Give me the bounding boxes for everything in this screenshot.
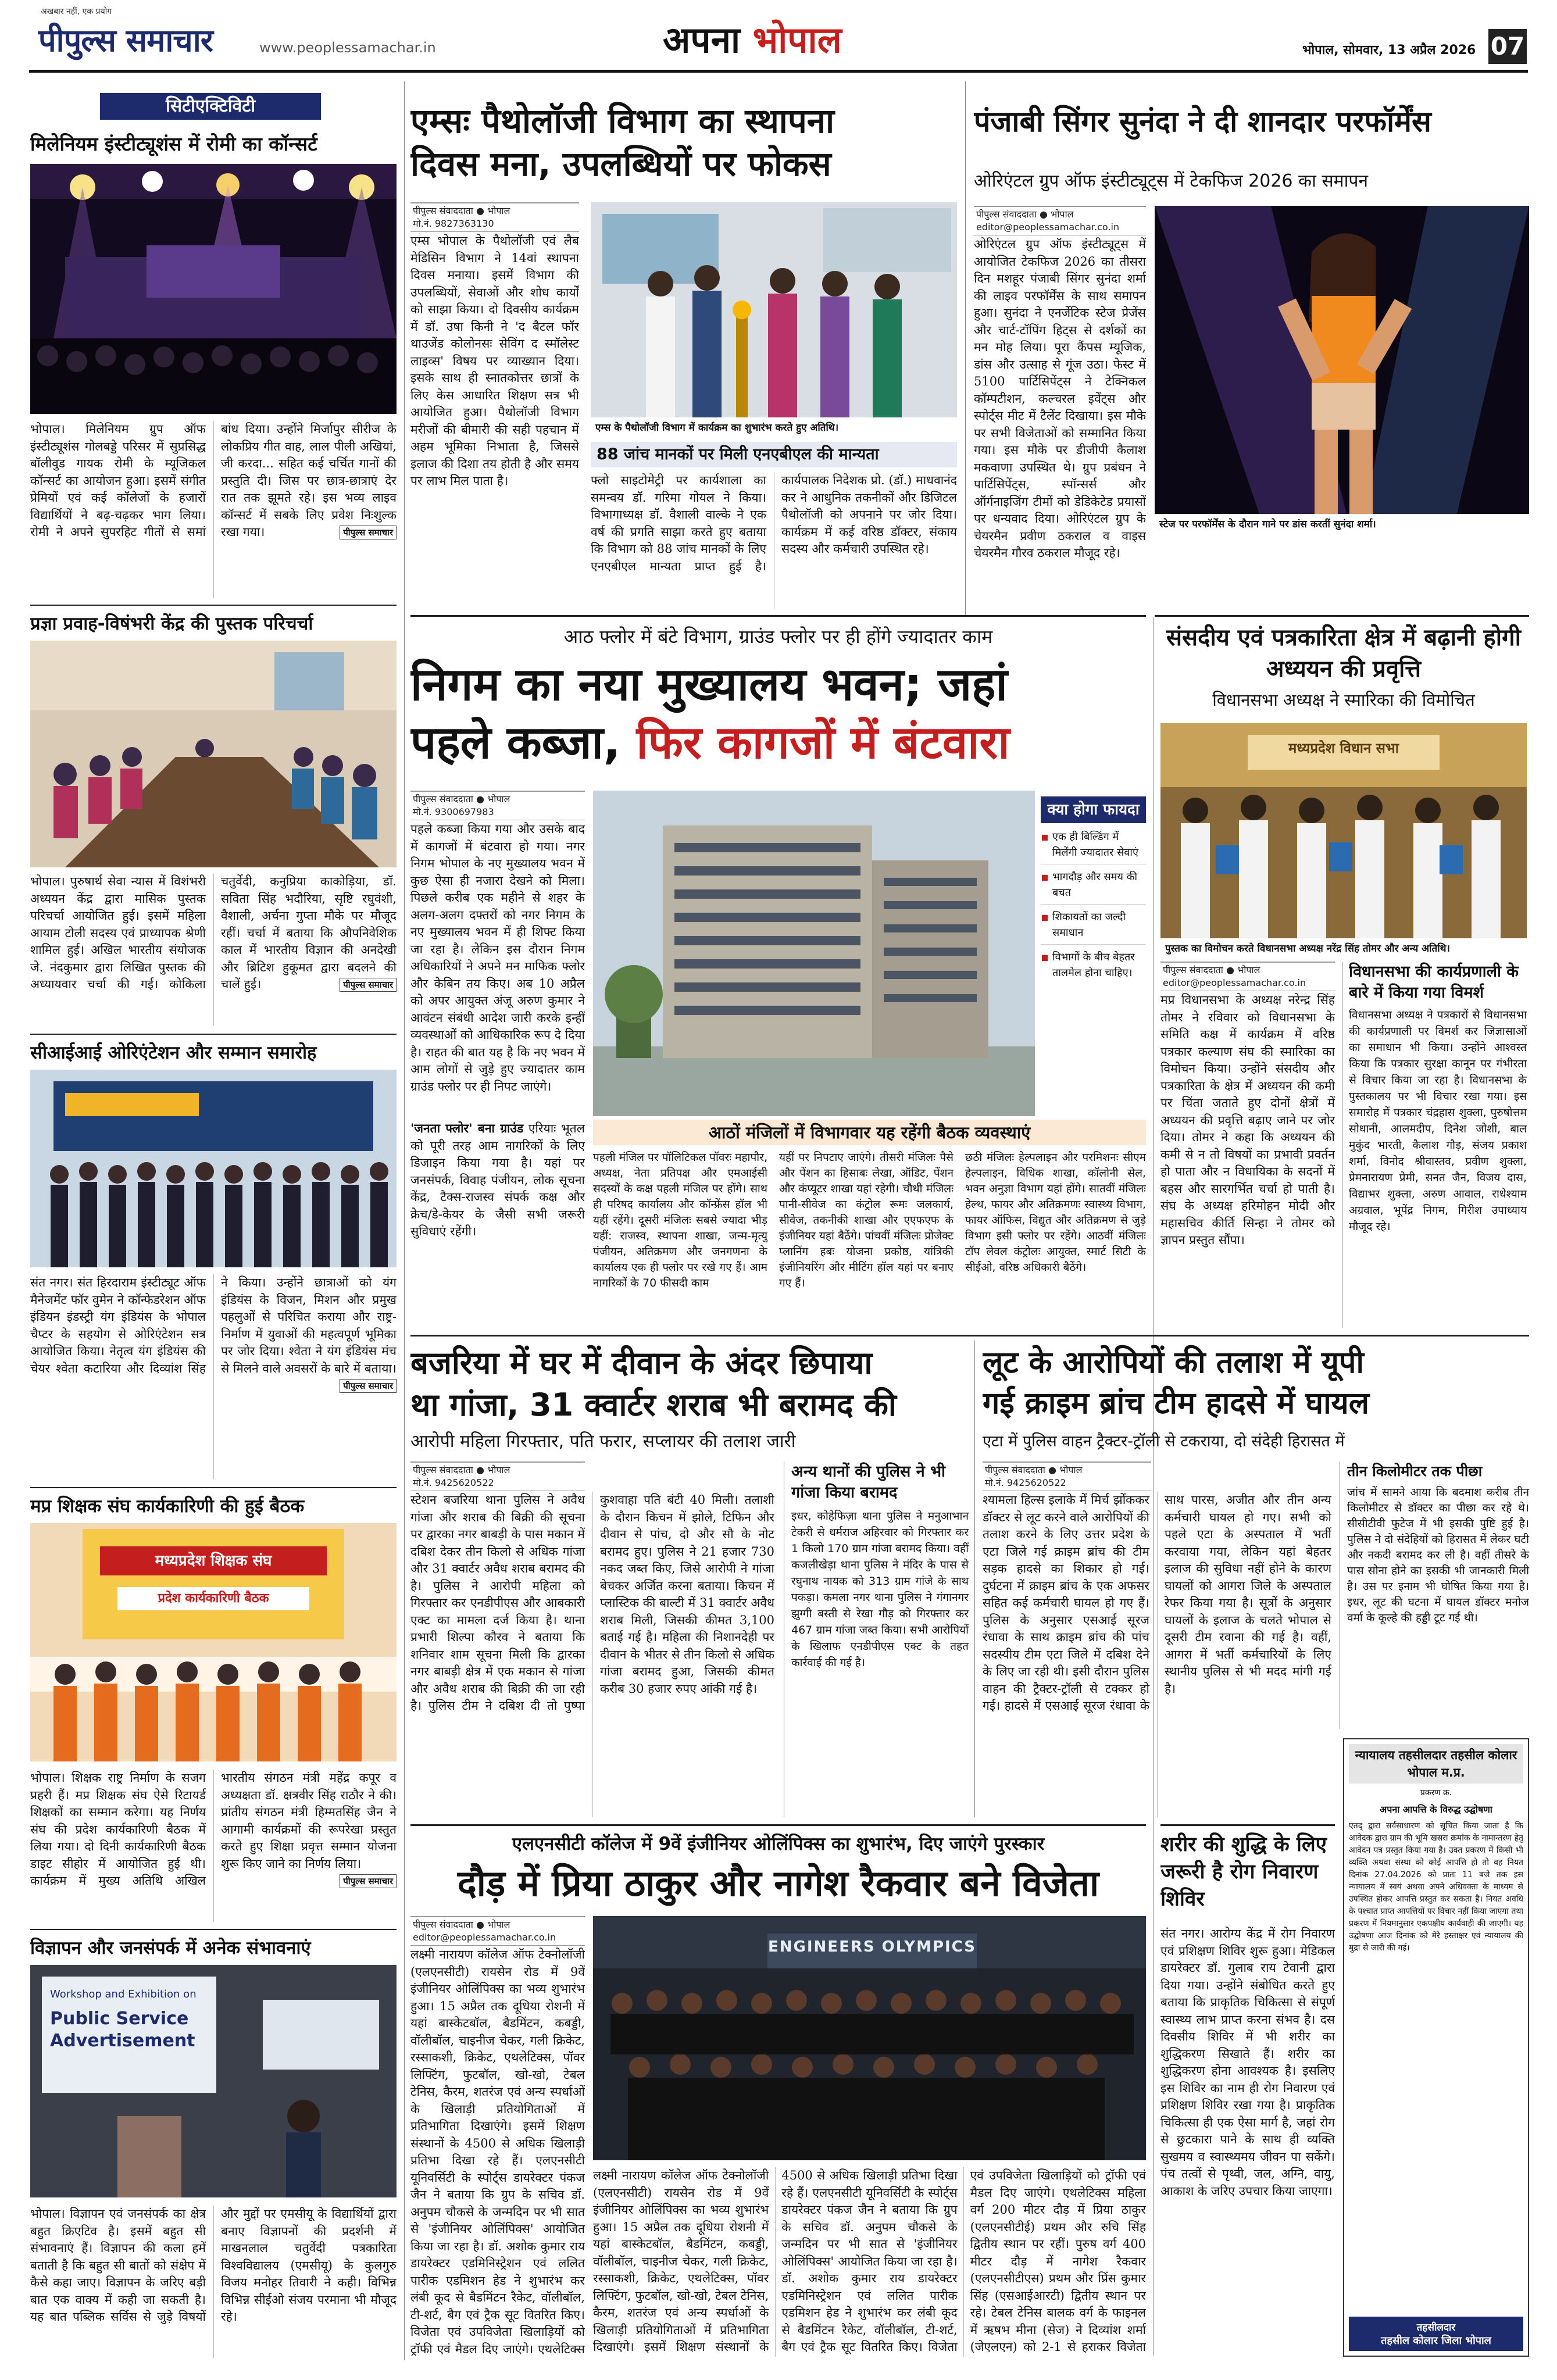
overline-nigam: आठ फ्लोर में बंटे विभाग, ग्राउंड फ्लोर पर ही होंगे ज्यादातर काम: [563, 626, 993, 648]
court-notice: [1343, 1738, 1529, 2357]
body-lnct-col1: [410, 1946, 585, 2357]
credit-cii: पीपुल्स समाचार: [340, 1379, 397, 1393]
byline-aiims: [410, 202, 579, 232]
body-shikshak: [30, 1770, 397, 1922]
cii-group-image: [30, 1070, 397, 1267]
court-footer: [1349, 2317, 1523, 2351]
masthead: [0, 0, 1557, 69]
caption-aiims: एम्स के पैथोलॉजी विभाग में कार्यक्रम का शुभारंभ करते हुए अतिथि।: [595, 422, 839, 434]
byline-bajariya-text: पीपुल्स संवाददाता ● भोपाल: [413, 1464, 510, 1475]
body-vigyapan: [30, 2206, 397, 2358]
body-city-activity: [30, 421, 397, 598]
byline-sunanda-text: पीपुल्स संवाददाता ● भोपाल: [976, 209, 1074, 220]
byline-aiims-text: पीपुल्स संवाददाता ● भोपाल: [413, 205, 510, 216]
screen-sub-text: Workshop and Exhibition on: [50, 1988, 197, 2000]
divider-sharir: [1160, 1824, 1335, 1826]
side-headline-loot: तीन किलोमीटर तक पीछा: [1347, 1463, 1483, 1480]
floors-col2: यहीं पर निपटाए जाएंगे। तीसरी मंजिलः पैसे और पेंशन का हिसाबः लेखा, ऑडिट, पेंशन और कंप्यूटर शाखा यहां रहेगी। चौथी मंजिलः पानी-सीवेज का कंट्रोल रूमः जलकार्य, सीवेज, तकनीकी शाखा और एएफएफ के इंजीनियर यहां बैठेंगे। पांचवीं मंजिलः प्रोजेक्ट प्लानिंग हबः योजना प्रकोष्ठ, यांत्रिकी इंजीनियरिंग और मीटिंग हॉल यहां पर बनाए गए हैं।: [779, 1151, 954, 1289]
divider-sansadiya: [1155, 615, 1529, 617]
photo-nigam-building: [593, 791, 1035, 1116]
court-body: एतद् द्वारा सर्वसाधारण को सूचित किया जाता है कि आवेदक द्वारा ग्राम की भूमि खसरा क्रमांक के नामान्तरण हेतु आवेदन पत्र प्रस्तुत किया गया है। उक्त प्रकरण में किसी भी व्यक्ति अथवा संस्था को कोई आपत्ति हो तो वह नियत दिनांक 27.04.2026 को प्रातः 11 बजे तक इस न्यायालय में स्वयं अथवा अपने अधिवक्ता के माध्यम से उपस्थित होकर आपत्ति प्रस्तुत कर सकता है। नियत अवधि के पश्चात प्राप्त आपत्तियों पर विचार नहीं किया जाएगा तथा प्रकरण में नियमानुसार एकपक्षीय कार्यवाही की जाएगी। यह उद्घोषणा आज दिनांक को मेरे हस्ताक्षर एवं न्यायालय की मुद्रा से जारी की गई।: [1349, 1821, 1523, 1953]
byline-sunanda: [974, 206, 1146, 235]
body-nigam: पहले कब्जा किया गया और उसके बाद में कागजों में बंटवारा हो गया। नगर निगम भोपाल के नए मुख्यालय भवन में कुछ ऐसा ही नजारा देखने को मिला। पिछले करीब एक महीने से शहर के अलग-अलग दफ्तरों को नगर निगम के नए मुख्यालय भवन में ही शिफ्ट किया जा रहा है। लेकिन इस दौरान निगम अधिकारियों ने अपने मन माफिक फ्लोर और केबिन तय किए। अब 10 अप्रैल को अपर आयुक्त अंजू अरुण कुमार ने आवंटन संबंधी आदेश जारी करके इन्हीं व्यवस्थाओं को आधिकारिक रूप दे दिया है। राहत की बात यह है कि नए भवन में आम लोगों से जुड़े हुए ज्यादातर काम ग्राउंड फ्लोर पर ही निपट जाएंगे।: [410, 822, 585, 1093]
court-subtitle: प्रकरण क्र.: [1420, 1788, 1452, 1797]
byline-bajariya: [410, 1461, 585, 1491]
photo-lnct: [593, 1916, 1146, 2160]
byline-sansadiya: [1160, 962, 1335, 991]
bajariya-box: [784, 1461, 969, 1817]
masthead-tagline: अखबार नहीं, एक प्रयोग: [41, 7, 112, 16]
headline-nigam-bc: [410, 715, 1146, 771]
overline-lnct: एलएनसीटी कॉलेज में 9वें इंजीनियर ओलिंपिक्स का शुभारंभ, दिए जाएंगे पुरस्कार: [512, 1834, 1045, 1854]
body-pragya-text: भोपाल। पुरुषार्थ सेवा न्यास में विशंभरी अध्ययन केंद्र द्वारा मासिक पुस्तक परिचर्चा आयोजित हुई। इसमें महिला आयाम टोली सदस्य एवं प्राध्यापक श्रेणी शामिल हुई। अखिल भारतीय संयोजक जे. नंदकुमार द्वारा लिखित पुस्तक की अध्यायवार चर्चा की गई। कोकिला चतुर्वेदी, कनुप्रिया काकोड़िया, डॉ. सविता सिंह भदौरिया, सृष्टि रघुवंशी, वैशाली, अर्चना गुप्ता मौके पर मौजूद रहीं। चर्चा में बताया कि औपनिवेशिक काल में भारतीय विज्ञान की अनदेखी और ब्रिटिश हुकूमत द्वारा बदलने की चालें हुई।: [30, 874, 397, 991]
box-body-bajariya: इधर, कोहेफिज़ा थाना पुलिस ने मनुआभान टेकरी से धर्मराज अहिरवार को गिरफ्तार कर 1 किलो 170 ग्राम गांजा बरामद किया। वहीं कजलीखेड़ा थाना पुलिस ने मंदिर के पास से रघुनाथ नायक को 313 ग्राम गांजे के साथ पकड़ा। कमला नगर थाना पुलिस ने गंगानगर झुग्गी बस्ती से रेखा गौड़ को गिरफ्तार कर 467 ग्राम गांजा जब्त किया। सभी आरोपियों के खिलाफ एनडीपीएस एक्ट के तहत कार्रवाई की गई है।: [791, 1510, 969, 1669]
byline-nigam: [410, 791, 585, 820]
headline-bajariya-2: था गांजा, 31 क्वार्टर शराब भी बरामद की: [410, 1386, 897, 1423]
body-loot: श्यामला हिल्स इलाके में मिर्च झोंककर डॉक्टर से लूट करने वाले आरोपियों की तलाश करने के लिए उत्तर प्रदेश के एटा जिले गई क्राइम ब्रांच की टीम सड़क हादसे का शिकार हो गई। दुर्घटना में क्राइम ब्रांच के एक अफसर सहित कई कर्मचारी घायल हो गए हैं। पुलिस के अनुसार एसआई सूरज रंधावा के साथ क्राइम ब्रांच की पांच सदस्यीय टीम एटा जिले में दबिश देने के लिए जा रही थी। इसी दौरान पुलिस वाहन की ट्रैक्टर-ट्रॉली से टक्कर हो गई। हादसे में एसआई सूरज रंधावा के साथ पारस, अजीत और तीन अन्य कर्मचारी घायल हो गए। सभी को पहले एटा के अस्पताल में भर्ती करवाया गया, लेकिन यहां बेहतर इलाज की सुविधा नहीं होने के कारण घायलों को आगरा जिले के अस्पताल रेफर किया गया है। सूत्रों के अनुसार घायलों के इलाज के चलते भोपाल से दूसरी टीम रवाना की गई है। वहीं, आगरा में भर्ती कर्मचारियों के लिए स्थानीय पुलिस से भी मदद मांगी गई है।: [983, 1493, 1331, 1713]
byline-loot: [983, 1461, 1151, 1491]
credit-shikshak: पीपुल्स समाचार: [340, 1874, 397, 1888]
subhead-aiims: 88 जांच मानकों पर मिली एनएबीएल की मान्यता: [591, 442, 957, 467]
sansadiya-banner: मध्यप्रदेश विधान सभा: [1288, 740, 1399, 756]
infobox-nigam: [1041, 796, 1146, 1099]
screen-main-text: Public Service Advertisement: [50, 2009, 195, 2051]
headline-vigyapan: विज्ञापन और जनसंपर्क में अनेक संभावनाएं: [30, 1938, 311, 1959]
nigam-body-b: एरियाः भूतल को पूरी तरह आम नागरिकों के लिए डिजाइन किया गया है। यहां पर जनसंपर्क, विवाह पंजीयन, लोक सूचना केंद्र, टैक्स-राजस्व संपर्क कक्ष और क्रेच/डे-केयर के जैसी सभी जरूरी सुविधाएं रहेंगी।: [410, 1121, 585, 1238]
body-cii: [30, 1274, 397, 1479]
headline-cii: सीआईआई ओरिएंटेशन और सम्मान समारोह: [30, 1042, 317, 1063]
byline-nigam-text: पीपुल्स संवाददाता ● भोपाल: [413, 794, 510, 805]
book-discussion-image: [30, 641, 397, 867]
credit-pragya: पीपुल्स समाचार: [340, 978, 397, 992]
court-title: न्यायालय तहसीलदार तहसील कोलार भोपाल म.प्र.: [1349, 1744, 1523, 1784]
headline-aiims-line2: दिवस मना, उपलब्धियों पर फोकस: [410, 144, 831, 184]
phone-nigam: मो.नं. 9300697983: [413, 806, 494, 817]
headline-bajariya-1: बजरिया में घर में दीवान के अंदर छिपाया: [410, 1345, 873, 1381]
subhead-loot: एटा में पुलिस वाहन ट्रैक्टर-ट्रॉली से टकराया, दो संदेही हिरासत में: [983, 1432, 1345, 1450]
court-footer-text: तहसील कोलार जिला भोपाल: [1381, 2335, 1491, 2347]
column-separator-left: [404, 81, 405, 2360]
headline-sansadiya: संसदीय एवं पत्रकारिता क्षेत्र में बढ़ानी होगी अध्ययन की प्रवृत्ति: [1166, 624, 1521, 682]
credit-city-activity: पीपुल्स समाचार: [340, 526, 397, 539]
infobox-item: विभागों के बीच बेहतर तालमेल होना चाहिए।: [1041, 949, 1146, 981]
body-nigam-b: [410, 1120, 585, 1329]
body-aiims: एम्स भोपाल के पैथोलॉजी एवं लैब मेडिसिन विभाग ने 14वां स्थापना दिवस मनाया। इसमें विभाग की उपलब्धियों, सेवाओं और शोध कार्यों को साझा किया। दो दिवसीय कार्यक्रम में डॉ. उषा किनी ने 'द बैटल फॉर थाउजेंड कोलोनसः सेविंग द स्मॉलेस्ट लाइव्स' विषय पर व्याख्यान दिया। इसके साथ ही स्नातकोत्तर छात्रों के लिए केस आधारित शिक्षण सत्र भी आयोजित हुआ। पैथोलॉजी विभाग मरीजों की बीमारी की सही पहचान में अहम भूमिका निभाता है, जिससे इलाज की दिशा तय होती है और समय पर लाभ मिल पाता है।: [410, 234, 579, 488]
divider-pragya: [30, 605, 397, 606]
section-prefix: अपना: [663, 19, 741, 61]
divider-lnct: [410, 1824, 1146, 1826]
masthead-logo: पीपुल्स समाचार: [38, 22, 213, 59]
body-city-activity-text: भोपाल। मिलेनियम ग्रुप ऑफ इंस्टीट्यूशंस गोलबड्डे परिसर में सुप्रसिद्ध बॉलीवुड गायक रोमी के म्यूजिकल कॉन्सर्ट का आयोजन हुआ। इसमें संगीत प्रेमियों एवं कई कॉलेजों के हजारों विद्यार्थियों ने बढ़-चढ़कर भाग लिया। रोमी ने अपने सुपरहिट गीतों से समां बांध दिया। उन्होंने मिर्जापुर सीरीज के लोकप्रिय गीत वाह, लाल पीली अखियां, जी करदा... सहित कई चर्चित गानों की प्रस्तुति दी। जिस पर छात्र-छात्राएं देर रात तक झूमते रहे। इस भव्य लाइव कॉन्सर्ट में सबके लिए प्रवेश निःशुल्क रखा गया।: [30, 422, 397, 539]
photo-shikshak: [30, 1523, 397, 1761]
body-sansadiya: मप्र विधानसभा के अध्यक्ष नरेन्द्र सिंह तोमर ने रविवार को विधानसभा के समिति कक्ष में कार्यक्रम में वरिष्ठ पत्रकार कल्याण संघ की स्मारिका का विमोचन किया। उन्होंने संसदीय और पत्रकारिता के क्षेत्र में अध्ययन की कमी पर चिंता जताते हुए दोनों क्षेत्रों में अध्ययन की प्रवृत्ति बढ़ाए जाने पर जोर दिया। तोमर ने कहा कि अध्ययन की कमी से न तो विषयों का प्रभावी प्रवर्तन हो पाता और न विधायिका के सदनों में बहस और सारगर्भित चर्चा हो पाती है। संघ के अध्यक्ष हरिमोहन मोदी और महासचिव कीर्ति सिन्हा ने तोमर को ज्ञापन प्रस्तुत सौंपा।: [1160, 993, 1335, 1247]
section-title: [663, 20, 842, 60]
divider-bajariya: [410, 1335, 1529, 1336]
infobox-item: शिकायतों का जल्दी समाधान: [1041, 909, 1146, 945]
photo-aiims: [591, 202, 957, 417]
divider-cii: [30, 1034, 397, 1035]
divider-shikshak: [30, 1487, 397, 1488]
court-footer-label: तहसीलदार: [1416, 2322, 1456, 2333]
phone-aiims: मो.नं. 9827363130: [413, 218, 494, 229]
section-city: भोपाल: [752, 19, 842, 61]
headline-loot-1: लूट के आरोपियों की तलाश में यूपी: [983, 1345, 1364, 1380]
nigam-building-image: [593, 791, 1035, 1116]
email-sunanda[interactable]: editor@peoplessamachar.co.in: [976, 221, 1120, 233]
box-headline-bajariya: अन्य थानों की पुलिस ने भी गांजा किया बरामद: [791, 1463, 946, 1502]
phone-loot: मो.नं. 9425620522: [985, 1477, 1066, 1488]
side-body-sansadiya: विधानसभा अध्यक्ष ने पत्रकारों से विधानसभा की कार्यप्रणाली पर विमर्श कर जिज्ञासाओं का समाधान भी किया। उन्होंने आश्वस्त किया कि पत्रकार सुरक्षा कानून पर गंभीरता से विचार किया जा रहा है। विधानसभा के पुस्तकालय पर भी विचार रखा गया। इस समारोह में पत्रकार चंद्रहास शुक्ला, पुरुषोत्तम सोधानी, आलमदीप, दिनेश जोशी, बाल मुकुंद भारती, कैलाश गौड़, संजय प्रकाश शर्मा, विनोद श्रीवास्तव, प्रवीण शुक्ला, प्रेमनारायण प्रेमी, सनत जैन, विजय दास, विद्याभर शुक्ला, अरुण आवाल, राधेश्याम अग्रवाल, भूपेंद्र निगम, गिरीश उपाध्याय मौजूद रहे।: [1349, 1009, 1527, 1233]
masthead-rule: [29, 70, 1528, 73]
body-vigyapan-text: भोपाल। विज्ञापन एवं जनसंपर्क का क्षेत्र बहुत क्रिएटिव है। इसमें बहुत सी संभावनाएं हैं। विज्ञापन की कला हमें बताती है कि बहुत सी बातों को संक्षेप में कैसे कहा जाए। विज्ञापन के जरिए बड़ी बात एक वाक्य में कही जा सकती है। यह बात पब्लिक सर्विस से जुड़े विषयों और मुद्दों पर एमसीयू के विद्यार्थियों द्वारा बनाए विज्ञापनों की प्रदर्शनी में माखनलाल चतुर्वेदी पत्रकारिता विश्वविद्यालय (एमसीयू) के कुलगुरु विजय मनोहर तिवारी ने कही। विभिन्न विभिन्न सीईओ संजय परमाना भी मौजूद रहे।: [30, 2207, 397, 2324]
byline-lnct-text: पीपुल्स संवाददाता ● भोपाल: [413, 1919, 510, 1930]
photo-cii: [30, 1070, 397, 1267]
body-cii-text: संत नगर। संत हिरदाराम इंस्टीट्यूट ऑफ मैनेजमेंट फॉर वुमेन ने कॉन्फेडरेशन ऑफ इंडियन इंडस्ट्री यंग इंडियंस के भोपाल चैप्टर के सहयोग से ओरिएंटेशन सत्र आयोजित किया। नेतृत्व यंग इंडियंस की चेयर श्वेता कटारिया और दिव्यांश सिंह ने किया। उन्होंने छात्राओं को यंग इंडियंस के विजन, मिशन और प्रमुख पहलुओं से परिचित कराया और राष्ट्र-निर्माण में युवाओं की महत्वपूर्ण भूमिका पर जोर दिया। श्वेता ने यंग इंडियंस मंच से मिलने वाले अवसरों के बारे में बताया।: [30, 1275, 397, 1375]
infobox-item: भागदौड़ और समय की बचत: [1041, 869, 1146, 905]
floors-col1: पहली मंजिल पर पॉलिटिकल पॉवरः महापौर, अध्यक्ष, नेता प्रतिपक्ष और एमआईसी सदस्यों के कक्ष पहली मंजिल पर होंगे। साथ ही परिषद कार्यालय और कॉन्फ्रेंस हॉल भी यहीं रहेंगे। दूसरी मंजिलः सबसे ज्यादा भीड़ यहीं: राजस्व, स्थापना शाखा, जन्म-मृत्यु पंजीयन, अतिक्रमण और जनगणना के कार्यालय एक ही फ्लोर पर रखे गए हैं। आम नागरिकों के 70 फीसदी काम: [593, 1151, 767, 1289]
body-lnct-lower: [593, 2167, 1146, 2357]
floors-col3: छठी मंजिलः हेल्पलाइन और परमिशनः सीएम हेल्पलाइन, विधिक शाखा, कॉलोनी सेल, भवन अनुज्ञा विभाग यहां होंगे। सातवीं मंजिलः हेल्थ, फायर और अतिक्रमणः स्वास्थ्य विभाग, फायर ऑफिस, विद्युत और अतिक्रमण से जुड़े विभाग इसी फ्लोर पर रहेंगे। आठवीं मंजिलः टॉप लेवल कंट्रोलः आयुक्त, स्मार्ट सिटी के सीईओ, वरिष्ठ अधिकारी बैठेंगे।: [965, 1151, 1146, 1274]
photo-sunanda: [1155, 206, 1529, 514]
subhead-sansadiya: विधानसभा अध्यक्ष ने स्मारिका की विमोचित: [1212, 690, 1475, 710]
byline-lnct: [410, 1916, 585, 1946]
lnct-banner-text: ENGINEERS OLYMPICS: [768, 1938, 976, 1956]
column-separator-right: [1153, 617, 1154, 2356]
concert-image: [30, 164, 397, 414]
body-bajariya: स्टेशन बजरिया थाना पुलिस ने अवैध गांजा और शराब की बिक्री की सूचना पर द्वारका नगर बाबड़ी के पास मकान में दबिश देकर तीन किलो से अधिक गांजा और 31 क्वार्टर अवैध शराब बरामद की है। पुलिस ने आरोपी महिला को गिरफ्तार कर एनडीपीएस और आबकारी एक्ट का मामला दर्ज किया है। थाना प्रभारी शिल्पा कौरव ने बताया कि शनिवार शाम सूचना मिली कि द्वारका नगर बाबड़ी क्षेत्र में एक मकान से गांजा और अवैध शराब की बिक्री की जा रही है। पुलिस टीम ने दबिश दी तो पुष्पा कुशवाहा पति बंटी 40 मिली। तलाशी के दौरान किचन में झोले, टिफिन और दीवान से पांच, दो और सौ के नोट बरामद हुए। पुलिस ने 21 हजार 730 नकद जब्त किए, जिसे आरोपी ने गांजा बेचकर अर्जित करना बताया। किचन में प्लास्टिक की बाल्टी में 31 क्वार्टर अवैध शराब मिली, जिसकी कीमत 3,100 बताई गई है। महिला की निशानदेही पर दीवान के भीतर से तीन किलो से अधिक गांजा बरामद हुआ, जिसकी कीमत करीब 30 हजार रुपए आंकी गई है।: [410, 1493, 774, 1713]
body-sharir: संत नगर। आरोग्य केंद्र में रोग निवारण एवं प्रशिक्षण शिविर शुरू हुआ। मेडिकल डायरेक्टर डॉ. गुलाब राय टेवानी द्वारा दिया गया। उन्होंने संबोधित करते हुए बताया कि प्राकृतिक चिकित्सा से संपूर्ण स्वास्थ्य लाभ प्राप्त करना संभव है। दस दिवसीय शिविर में भी शरीर का शुद्धिकरण सिखाते हैं। शरीर का शुद्धिकरण होना आवश्यक है। इसलिए इस शिविर का नाम ही रोग निवारण एवं प्रशिक्षण शिविर रखा गया है। प्राकृतिक चिकित्सा ही एक ऐसा मार्ग है, जहां रोग से छुटकारा पाने के साथ ही व्यक्ति सुखमय व स्वास्थ्यमय जीवन पा सकेंगे। पंच तत्वों से पृथ्वी, जल, अग्नि, वायु, आकाश के जरिए उपचार किया जाएगा।: [1160, 1927, 1335, 2198]
nigam-sub1: 'जनता फ्लोर' बना ग्राउंड: [410, 1121, 524, 1135]
headline-shikshak: मप्र शिक्षक संघ कार्यकारिणी की हुई बैठक: [30, 1496, 305, 1517]
masthead-date: भोपाल, सोमवार, 13 अप्रैल 2026: [1302, 43, 1476, 58]
masthead-website[interactable]: www.peoplessamachar.in: [259, 40, 436, 56]
headline-loot-2: गई क्राइम ब्रांच टीम हादसे में घायल: [983, 1386, 1369, 1421]
page-number: 07: [1488, 29, 1527, 64]
floors-title: आठों मंजिलों में विभागवार यह रहेंगी बैठक व्यवस्थाएं: [593, 1120, 1146, 1145]
phone-bajariya: मो.नं. 9425620522: [413, 1477, 494, 1488]
shikshak-banner-sub: प्रदेश कार्यकारिणी बैठक: [158, 1591, 269, 1606]
infobox-list: [1041, 823, 1146, 981]
photo-sansadiya: [1160, 723, 1527, 938]
body-aiims-sub: फ्लो साइटोमेट्री पर कार्यशाला का समन्वय डॉ. गरिमा गोयल ने किया। विभागाध्यक्ष डॉ. वैशाली वाल्के ने एक वर्ष की प्रगति साझा करते हुए बताया कि विभाग को 88 जांच मानकों के लिए एनएबीएल मान्यता प्राप्त हुई है। कार्यपालक निदेशक प्रो. (डॉ.) माधवानंद कर ने आधुनिक तकनीकों और डिजिटल पैथोलॉजी को अपनाने पर जोर दिया। कार्यक्रम में कई वरिष्ठ डॉक्टर, संकाय सदस्य और कर्मचारी उपस्थित रहे।: [591, 473, 957, 573]
email-sansadiya[interactable]: editor@peoplessamachar.co.in: [1163, 977, 1306, 988]
divider-vigyapan: [30, 1929, 397, 1930]
court-notice-title: अपना आपत्ति के विरुद्ध उद्घोषणा: [1380, 1804, 1492, 1815]
headline-pragya: प्रज्ञा प्रवाह-विषंभरी केंद्र की पुस्तक परिचर्चा: [30, 613, 313, 634]
infobox-item: एक ही बिल्डिंग में मिलेंगी ज्यादातर सेवाएं: [1041, 829, 1146, 864]
byline-sansadiya-text: पीपुल्स संवाददाता ● भोपाल: [1163, 964, 1260, 975]
shikshak-banner-text: मध्यप्रदेश शिक्षक संघ: [155, 1552, 272, 1570]
headline-nigam-a: निगम का नया मुख्यालय भवन; जहां: [410, 659, 1008, 711]
infobox-title: क्या होगा फायदा: [1041, 796, 1146, 823]
photo-pragya: [30, 641, 397, 867]
sunanda-stage-image: [1155, 206, 1529, 514]
headline-city-activity: मिलेनियम इंस्टीट्यूशंस में रोमी का कॉन्सर्ट: [30, 133, 317, 155]
column-separator-mid: [965, 81, 966, 616]
email-lnct[interactable]: editor@peoplessamachar.co.in: [413, 1932, 556, 1943]
caption-sansadiya: पुस्तक का विमोचन करते विधानसभा अध्यक्ष नरेंद्र सिंह तोमर और अन्य अतिथि।: [1165, 943, 1450, 955]
subhead-bajariya: आरोपी महिला गिरफ्तार, पति फरार, सप्लायर की तलाश जारी: [410, 1431, 796, 1452]
byline-loot-text: पीपुल्स संवाददाता ● भोपाल: [985, 1464, 1083, 1475]
divider-nigam: [410, 615, 1146, 617]
photo-concert: [30, 164, 397, 414]
headline-sunanda: पंजाबी सिंगर सुनंदा ने दी शानदार परफॉर्मेंस: [974, 105, 1431, 138]
body-sunanda: ओरिएंटल ग्रुप ऑफ इंस्टीट्यूट्स में आयोजित टेकफिज 2026 का तीसरा दिन मशहूर पंजाबी सिंगर सुनंदा शर्मा की लाइव परफॉर्मेंस के साथ समापन हुआ। सुनंदा ने एनर्जेटिक स्टेज प्रेजेंस और चार्ट-टॉपिंग हिट्स से दर्शकों का मन मोह लिया। पूरा कैंपस म्यूजिक, डांस और उत्साह से गूंज उठा। फेस्ट में 5100 पार्टिसिपेंट्स ने टेक्निकल कॉम्पटीशन, कल्चरल इवेंट्स और स्पोर्ट्स मीट में टैलेंट दिखाया। इस मौके पर सभी विजेताओं को सम्मानित किया गया। इस मौके पर डीजीपी कैलाश मकवाणा उपस्थित थे। ग्रुप प्रबंधन ने पार्टिसिपेंट्स, स्पॉन्सर्स और ऑर्गनाइजिंग टीमों को डेडिकेटेड प्रयासों पर धन्यवाद दिया। ओरिएंटल ग्रुप के चेयरमैन प्रवीण ठकराल व वाइस चेयरमैन गौरव ठकराल मौजूद रहे।: [974, 237, 1146, 560]
headline-nigam-c: फिर कागजों में बंटवारा: [636, 717, 1010, 769]
loot-side: [1340, 1461, 1529, 1729]
photo-vigyapan: [30, 1965, 397, 2197]
side-body-loot: जांच में सामने आया कि बदमाश करीब तीन किलोमीटर से डॉक्टर का पीछा कर रहे थे। सीसीटीवी फुटेज में भी इसकी पुष्टि हुई है। पुलिस ने दो संदेहियों को हिरासत में लेकर घटी और नकदी बरामद कर ली है। वहीं तीसरे के पास सोना होने का इसकी भी जानकारी मिली है। उस पर इनाम भी घोषित किया गया है। इधर, लूट की घटना में घायल डॉक्टर मनोज वर्मा के कूल्हे की हड्डी टूट गई थी।: [1347, 1486, 1529, 1624]
headline-nigam-b: पहले कब्जा,: [410, 717, 621, 769]
side-headline-sansadiya: विधानसभा की कार्यप्रणाली के बारे में किया गया विमर्श: [1349, 963, 1519, 1002]
caption-sunanda: स्टेज पर परफॉर्मेंस के दौरान गाने पर डांस करतीं सुनंदा शर्मा।: [1159, 519, 1376, 530]
body-shikshak-text: भोपाल। शिक्षक राष्ट्र निर्माण के सजग प्रहरी हैं। मप्र शिक्षक संघ ऐसे रिटायर्ड शिक्षकों का सम्मान करेगा। यह निर्णय संघ की प्रदेश कार्यकारिणी बैठक में लिया गया। दो दिनी कार्यकारिणी बैठक डाइट सीहोर में आयोजित हुई थी। कार्यक्रम में मुख्य अतिथि अखिल भारतीय संगठन मंत्री महेंद्र कपूर व अध्यक्षता डॉ. क्षत्रवीर सिंह राठौर ने की। प्रांतीय संगठन मंत्री हिम्मतसिंह जैन ने आगामी कार्यक्रमों की रूपरेखा प्रस्तुत करते हुए शिक्षा प्रवृत्त सम्मान योजना शुरू किए जाने का निर्णय लिया।: [30, 1771, 397, 1888]
aiims-lamp-lighting-image: [591, 202, 957, 417]
subhead-sunanda: ओरिएंटल ग्रुप ऑफ इंस्टीट्यूट्स में टेकफिज 2026 का समापन: [974, 171, 1369, 191]
headline-aiims-line1: एम्सः पैथोलॉजी विभाग का स्थापना: [410, 101, 834, 141]
body-lnct-text: लक्ष्मी नारायण कॉलेज ऑफ टेक्नोलॉजी (एलएनसीटी) रायसेन रोड में 9वें इंजीनियर ओलिंपिक्स का भव्य शुभारंभ हुआ। 15 अप्रैल तक दूधिया रोशनी में यहां बास्केटबॉल, बैडमिंटन, कबड्डी, वॉलीबॉल, चाइनीज चेकर, गली क्रिकेट, रस्साकशी, क्रिकेट, एथलेटिक्स, पॉवर लिफ्टिंग, फुटबॉल, खो-खो, टेबल टेनिस, कैरम, शतरंज एवं अन्य स्पर्धाओं के खिलाड़ी प्रतियोगिताओं में प्रतिभागिता दिखाएंगे। इसमें शिक्षण संस्थानों के 4500 से अधिक खिलाड़ी प्रतिभा दिखा रहे हैं। एलएनसीटी यूनिवर्सिटी के स्पोर्ट्स डायरेक्टर पंकज जैन ने बताया कि ग्रुप के सचिव डॉ. अनुपम चौकसे के जन्मदिन पर भी सात से 'इंजीनियर ओलिंपिक्स' आयोजित किया जा रहा है। डॉ. अशोक कुमार राय डायरेक्टर एडमिनिस्ट्रेशन एवं ललित पारीक एडमिशन हेड ने शुभारंभ कर लंबी कूद से बैडमिंटन रैकेट, वॉलीबॉल, टी-शर्ट, बैग एवं ट्रैक सूट वितरित किए। विजेता एवं उपविजेता खिलाड़ियों को ट्रॉफी एवं मैडल दिए जाएंगे। एथलेटिक्स: [410, 1947, 585, 2356]
kicker-city-activity: सिटीएक्टिविटी: [100, 93, 321, 120]
headline-lnct: दौड़ में प्रिया ठाकुर और नागेश रैकवार बने विजेता: [457, 1862, 1099, 1904]
body-lnct-text-lower: लक्ष्मी नारायण कॉलेज ऑफ टेक्नोलॉजी (एलएनसीटी) रायसेन रोड में 9वें इंजीनियर ओलिंपिक्स का भव्य शुभारंभ हुआ। 15 अप्रैल तक दूधिया रोशनी में यहां बास्केटबॉल, बैडमिंटन, कबड्डी, वॉलीबॉल, चाइनीज चेकर, गली क्रिकेट, रस्साकशी, क्रिकेट, एथलेटिक्स, पॉवर लिफ्टिंग, फुटबॉल, खो-खो, टेबल टेनिस, कैरम, शतरंज एवं अन्य स्पर्धाओं के खिलाड़ी प्रतियोगिताओं में प्रतिभागिता दिखाएंगे। इसमें शिक्षण संस्थानों के 4500 से अधिक खिलाड़ी प्रतिभा दिखा रहे हैं। एलएनसीटी यूनिवर्सिटी के स्पोर्ट्स डायरेक्टर पंकज जैन ने बताया कि ग्रुप के सचिव डॉ. अनुपम चौकसे के जन्मदिन पर भी सात से 'इंजीनियर ओलिंपिक्स' आयोजित किया जा रहा है। डॉ. अशोक कुमार राय डायरेक्टर एडमिनिस्ट्रेशन एवं ललित पारीक एडमिशन हेड ने शुभारंभ कर लंबी कूद से बैडमिंटन रैकेट, वॉलीबॉल, टी-शर्ट, बैग एवं ट्रैक सूट वितरित किए। विजेता एवं उपविजेता खिलाड़ियों को ट्रॉफी एवं मैडल दिए जाएंगे। एथलेटिक्स महिला वर्ग 200 मीटर दौड़ में प्रिया ठाकुर (एलएनसीटीई) प्रथम और रुचि सिंह द्वितीय स्थान पर रहीं। पुरुष वर्ग 400 मीटर दौड़ में नागेश रैकवार (एलएनसीटीएस) प्रथम और प्रिंस कुमार सिंह (एसआईआरटी) द्वितीय स्थान पर रहे। टेबल टेनिस बालक वर्ग के फाइनल में ऋषभ मीना (सेज) ने दिव्यांश शर्मा (जेएलएन) को 2-1 से हराकर विजेता: [593, 2168, 1146, 2354]
headline-sharir: शरीर की शुद्धि के लिए जरूरी है रोग निवारण शिविर: [1160, 1833, 1327, 1911]
loot-separator: [974, 1341, 975, 1817]
body-pragya: [30, 873, 397, 1025]
